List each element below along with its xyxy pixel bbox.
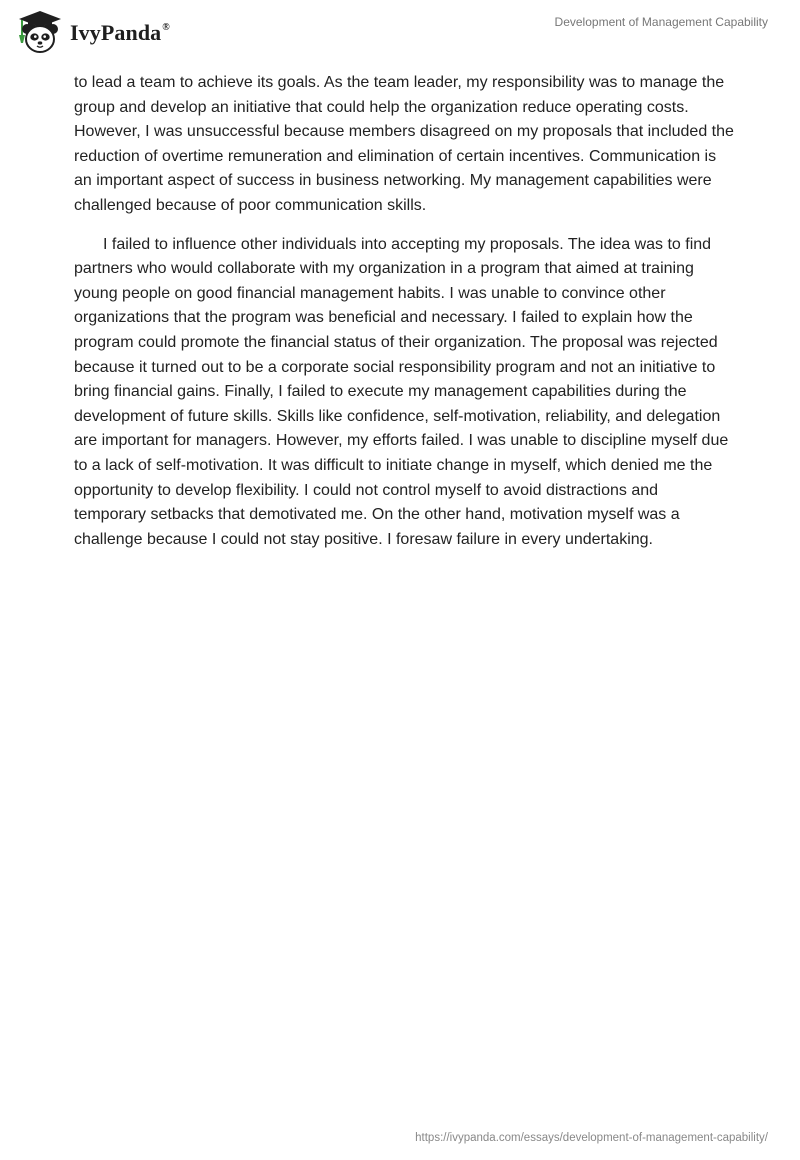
paragraph: I failed to influence other individuals into accepting my proposals. The idea was to find partners who would collaborate with my organization in a program that aimed at training young people on good financial management habits. I was unable to convince other organizations that the program was beneficial and necessary. I failed to explain how the program could promote the financial status of their organization. The proposal was rejected because it turned out to be a corporate social responsibility program and not an initiative to bring financial gains. Finally, I failed to execute my management capabilities during the development of future skills. Skills like confidence, self-motivation, reliability, and delegation are important for managers. However, my efforts failed. I was unable to discipline myself due to a lack of self-motivation. It was difficult to initiate change in myself, which denied me the opportunity to develop flexibility. I could not control myself to avoid distractions and temporary setbacks that demotivated me. On the other hand, motivation myself was a challenge because I could not stay positive. I foresaw failure in every undertaking. <box>74 235 729 548</box>
panda-graduation-cap-icon <box>16 9 64 55</box>
essay-body <box>74 71 734 566</box>
ivypanda-logo[interactable] <box>16 9 170 55</box>
source-url-link[interactable]: https://ivypanda.com/essays/development-of-management-capability/ <box>415 1132 768 1144</box>
paragraph: to lead a team to achieve its goals. As the team leader, my responsibility was to manage the group and develop an initiative that could help the organization reduce operating costs. However, I was unsuccessful because members disagreed on my proposals that included the reduction of overtime remuneration and elimination of certain incentives. Communication is an important aspect of success in business networking. My management capabilities were challenged because of poor communication skills. <box>74 74 734 214</box>
brand-name: IvyPanda® <box>70 20 170 45</box>
document-title: Development of Management Capability <box>554 15 768 29</box>
page-header <box>0 0 800 66</box>
